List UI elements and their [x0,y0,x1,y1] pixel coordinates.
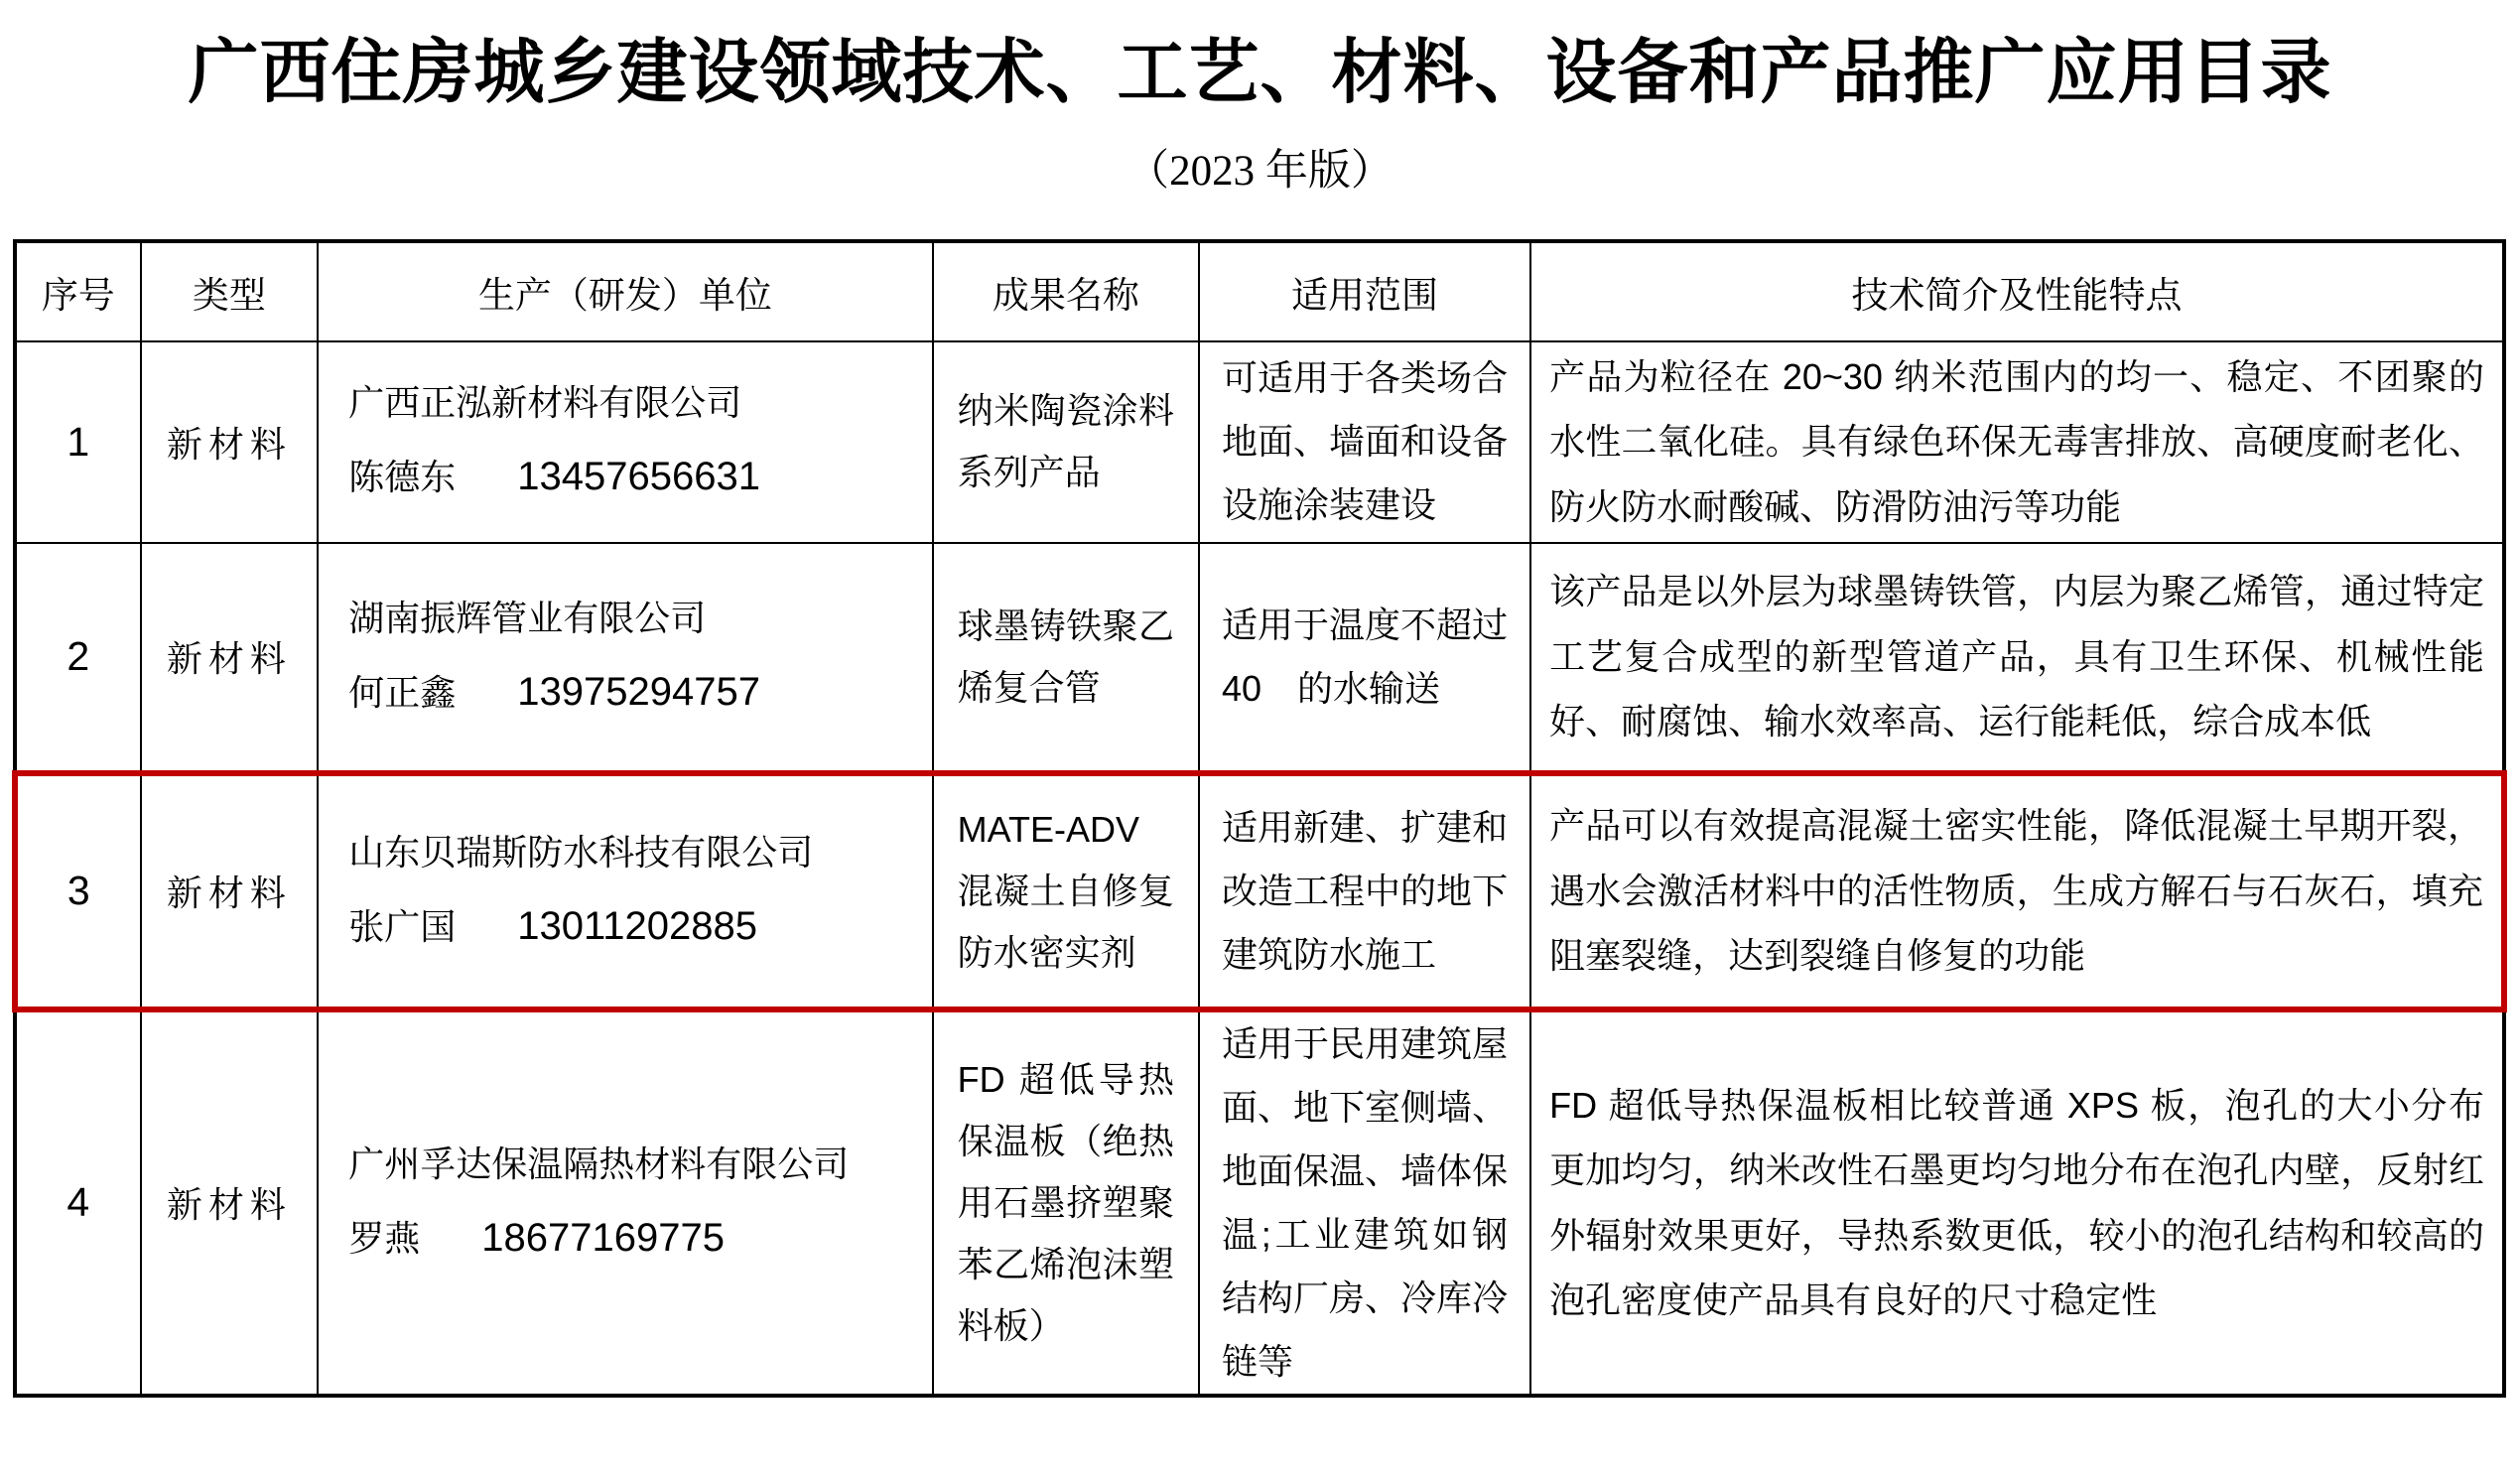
phone-number: 18677169775 [481,1215,725,1260]
product-cell: MATE-ADV 混凝土自修复防水密实剂 [933,773,1199,1009]
column-header-scope: 适用范围 [1199,241,1530,341]
company-name: 广州孚达保温隔热材料有限公司 [348,1143,850,1184]
column-header-type: 类型 [141,241,319,341]
page-subtitle: （2023 年版） [1127,147,1393,195]
column-header-org: 生产（研发）单位 [318,241,932,341]
type-cell: 新材料 [141,341,319,543]
column-header-prod: 成果名称 [933,241,1199,341]
column-header-seq: 序号 [15,241,141,341]
phone-number: 13011202885 [517,903,757,948]
description-cell: FD 超低导热保温板相比较普通 XPS 板，泡孔的大小分布更加均匀，纳米改性石墨更均匀地分布在泡孔内壁，反射红外辐射效果更好，导热系数更低，较小的泡孔结构和较高的泡孔密度使产品具有良好的尺寸稳定性 [1530,1009,2504,1396]
contact-line [348,438,907,515]
seq-cell: 4 [15,1009,141,1396]
phone-number: 13975294757 [517,669,760,714]
scope-cell: 适用于温度不超过 40 的水输送 [1199,543,1530,773]
seq-cell: 2 [15,543,141,773]
type-cell: 新材料 [141,1009,319,1396]
company-name: 广西正泓新材料有限公司 [348,382,742,424]
description-cell: 产品可以有效提高混凝土密实性能，降低混凝土早期开裂，遇水会激活材料中的活性物质，生成方解石与石灰石，填充阻塞裂缝，达到裂缝自修复的功能 [1530,773,2504,1009]
page-title: 广西住房城乡建设领域技术、工艺、材料、设备和产品推广应用目录 [188,35,2332,112]
seq-cell: 3 [15,773,141,1009]
type-cell: 新材料 [141,543,319,773]
contact-line [348,887,907,965]
company-name: 山东贝瑞斯防水科技有限公司 [348,831,814,873]
scope-cell: 适用新建、扩建和改造工程中的地下建筑防水施工 [1199,773,1530,1009]
catalog-table [12,239,2507,1398]
scope-cell: 可适用于各类场合地面、墙面和设备设施涂装建设 [1199,341,1530,543]
product-cell: 球墨铸铁聚乙烯复合管 [933,543,1199,773]
table-header-row [15,241,2504,341]
column-header-desc: 技术简介及性能特点 [1530,241,2504,341]
company-cell [318,341,932,543]
table-row [15,341,2504,543]
table-row [15,1009,2504,1396]
contact-line [348,653,907,731]
phone-number: 13457656631 [517,455,760,499]
contact-name: 何正鑫 [348,671,457,713]
company-name: 湖南振辉管业有限公司 [348,597,707,638]
seq-cell: 1 [15,341,141,543]
product-cell: 纳米陶瓷涂料系列产品 [933,341,1199,543]
contact-name: 陈德东 [348,457,457,498]
type-cell: 新材料 [141,773,319,1009]
table-row [15,543,2504,773]
company-cell [318,1009,932,1396]
scope-cell: 适用于民用建筑屋面、地下室侧墙、地面保温、墙体保温;工业建筑如钢结构厂房、冷库冷链等 [1199,1009,1530,1396]
document-page [0,34,2520,1479]
contact-name: 张广国 [348,905,457,947]
table-row-highlighted [15,773,2504,1009]
description-cell: 该产品是以外层为球墨铸铁管，内层为聚乙烯管，通过特定工艺复合成型的新型管道产品，具有卫生环保、机械性能好、耐腐蚀、输水效率高、运行能耗低，综合成本低 [1530,543,2504,773]
contact-line [348,1199,907,1277]
company-cell [318,543,932,773]
description-cell: 产品为粒径在 20~30 纳米范围内的均一、稳定、不团聚的水性二氧化硅。具有绿色环保无毒害排放、高硬度耐老化、防火防水耐酸碱、防滑防油污等功能 [1530,341,2504,543]
contact-name: 罗燕 [348,1217,421,1259]
company-cell [318,773,932,1009]
product-cell: FD 超低导热保温板（绝热用石墨挤塑聚苯乙烯泡沫塑料板） [933,1009,1199,1396]
